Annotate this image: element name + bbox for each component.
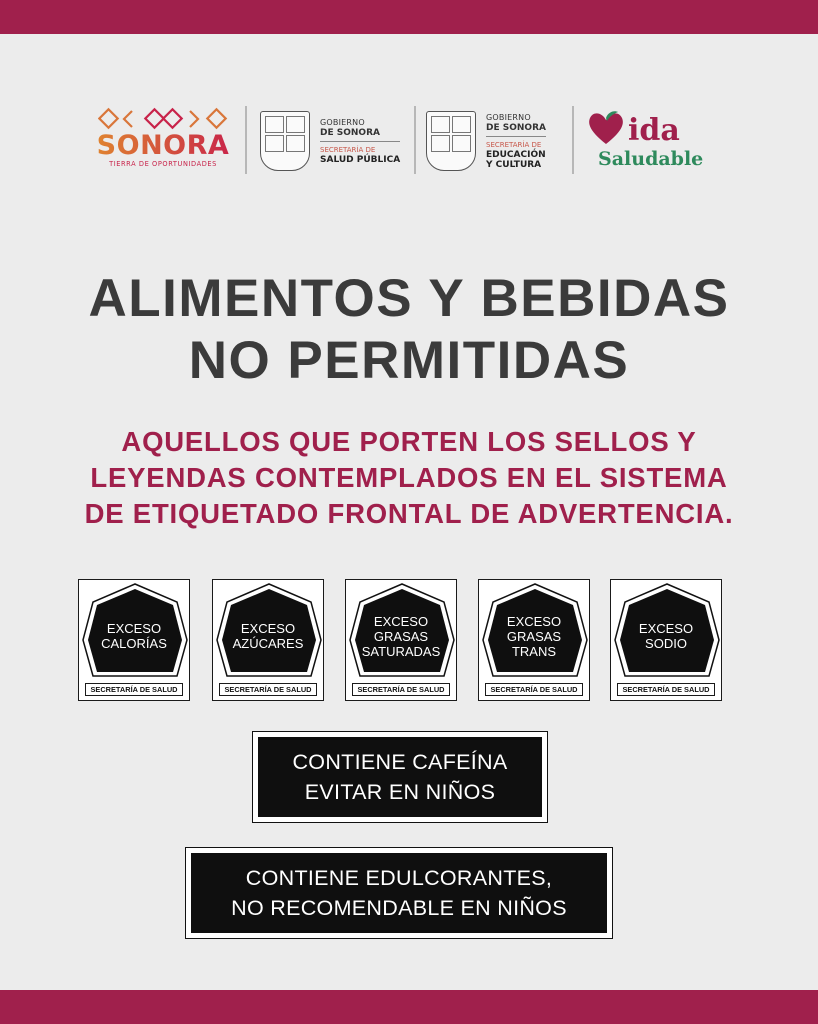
secretaria-label: SECRETARÍA DE xyxy=(320,145,376,154)
warning-seals xyxy=(78,579,738,703)
seal-exceso-calorias xyxy=(78,579,190,701)
state-shield-icon xyxy=(426,111,476,171)
heart-v-icon xyxy=(586,108,626,148)
dependencia-label-2: Y CULTURA xyxy=(486,159,542,170)
seal-text: EXCESO GRASAS SATURADAS xyxy=(361,613,441,659)
secretaria-label: SECRETARÍA DE xyxy=(486,140,542,149)
top-band xyxy=(0,0,818,34)
logo-divider xyxy=(414,106,416,174)
estado-label: DE SONORA xyxy=(486,123,546,137)
seal-exceso-grasas-trans xyxy=(478,579,590,701)
dependencia-label: EDUCACIÓN xyxy=(486,149,546,160)
legend-contiene-cafeina xyxy=(252,731,548,823)
salud-publica-logo xyxy=(260,108,400,174)
legend-line-1: CONTIENE CAFEÍNA xyxy=(292,750,508,774)
seal-text: EXCESO GRASAS TRANS xyxy=(506,613,562,659)
page-subtitle xyxy=(0,424,818,532)
educacion-cultura-logo xyxy=(426,108,546,174)
seal-footer: SECRETARÍA DE SALUD xyxy=(219,683,317,696)
gobierno-label: GOBIERNO xyxy=(320,117,365,127)
subtitle-line-3: DE ETIQUETADO FRONTAL DE ADVERTENCIA. xyxy=(84,498,734,529)
subtitle-line-2: LEYENDAS CONTEMPLADOS EN EL SISTEMA xyxy=(90,462,728,493)
logo-divider xyxy=(245,106,247,174)
sonora-logo xyxy=(92,106,234,176)
estado-label: DE SONORA xyxy=(320,128,400,142)
legend-contiene-edulcorantes xyxy=(185,847,613,939)
sonora-tagline: TIERRA DE OPORTUNIDADES xyxy=(109,160,217,168)
bottom-band xyxy=(0,990,818,1024)
legend-line-2: NO RECOMENDABLE EN NIÑOS xyxy=(231,896,567,920)
seal-exceso-grasas-saturadas xyxy=(345,579,457,701)
legend-line-2: EVITAR EN NIÑOS xyxy=(304,780,496,804)
seal-footer: SECRETARÍA DE SALUD xyxy=(617,683,715,696)
vida-wordmark: ida xyxy=(628,113,680,148)
logo-divider xyxy=(572,106,574,174)
seal-footer: SECRETARÍA DE SALUD xyxy=(352,683,450,696)
seal-footer: SECRETARÍA DE SALUD xyxy=(485,683,583,696)
page-title xyxy=(0,268,818,392)
subtitle-line-1: AQUELLOS QUE PORTEN LOS SELLOS Y xyxy=(121,426,697,457)
seal-text: EXCESO AZÚCARES xyxy=(232,621,304,651)
seal-footer: SECRETARÍA DE SALUD xyxy=(85,683,183,696)
seal-exceso-sodio xyxy=(610,579,722,701)
seal-text: EXCESO SODIO xyxy=(638,621,694,651)
seal-text: EXCESO CALORÍAS xyxy=(101,621,167,651)
logo-bar xyxy=(0,100,818,180)
vida-saludable-logo xyxy=(586,100,736,180)
title-line-1: ALIMENTOS Y BEBIDAS xyxy=(88,269,730,328)
saludable-wordmark: Saludable xyxy=(598,148,704,170)
sonora-ornament-icon xyxy=(92,106,234,132)
gobierno-label: GOBIERNO xyxy=(486,112,531,122)
sonora-wordmark: SONORA xyxy=(92,132,234,160)
state-shield-icon xyxy=(260,111,310,171)
seal-exceso-azucares xyxy=(212,579,324,701)
legend-line-1: CONTIENE EDULCORANTES, xyxy=(245,866,553,890)
title-line-2: NO PERMITIDAS xyxy=(188,331,630,390)
dependencia-label: SALUD PÚBLICA xyxy=(320,154,401,165)
